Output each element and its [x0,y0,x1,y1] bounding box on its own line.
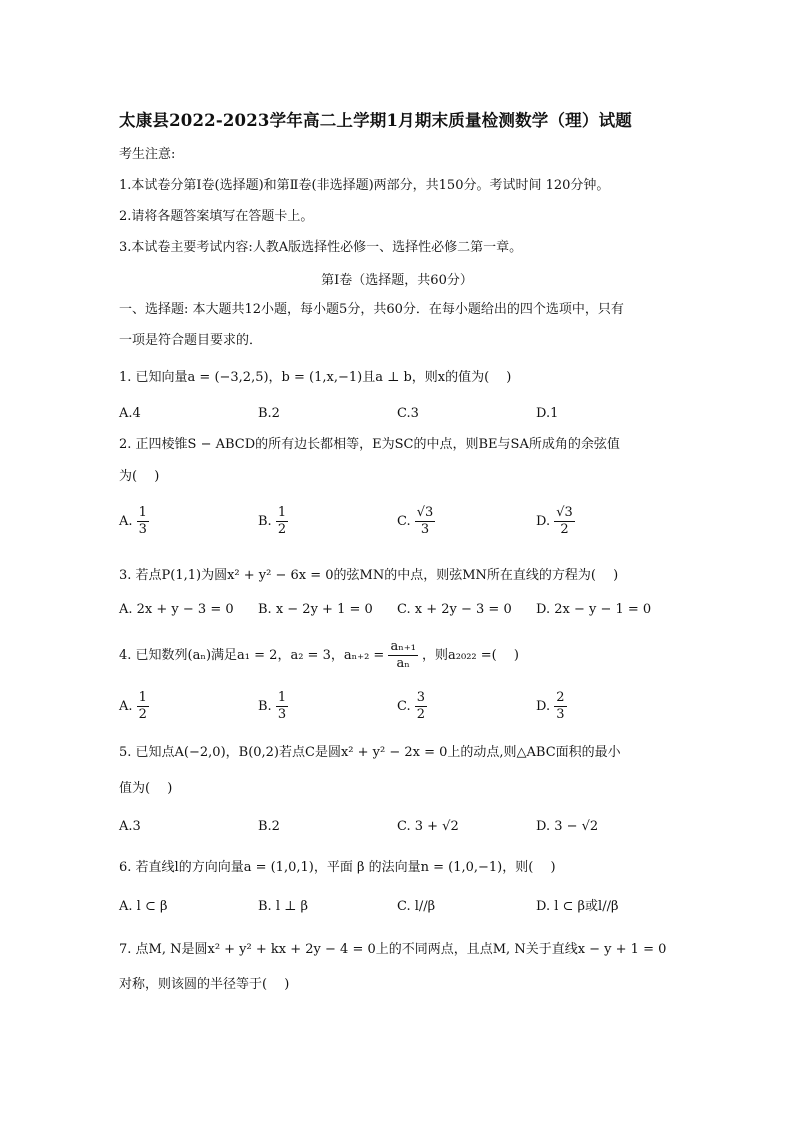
part1-intro-line2: 一项是符合题目要求的． [119,333,263,348]
q4-option-d-fraction [554,690,566,723]
q4-d-num: 2 [556,690,565,705]
q2-c-num: √3 [416,505,434,520]
notice-item-1: 1.本试卷分第Ⅰ卷(选择题)和第Ⅱ卷(非选择题)两部分，共150分。考试时间 120分钟。 [119,178,610,193]
q1-option-c: C.3 [397,406,419,421]
q4-frac-den: aₙ [396,656,410,671]
q4-option-c-fraction [415,690,427,723]
q2-a-num: 1 [138,505,147,520]
q4-b-num: 1 [277,690,287,705]
q6-option-c: C. l//β [397,899,436,914]
question-1-stem: 1. 已知向量a = (−3,2,5)，b = (1,x,−1)且a ⊥ b，则x的值为( ) [119,370,512,385]
q4-option-c [397,690,427,723]
question-2-stem-line1: 2. 正四棱锥S − ABCD的所有边长都相等，E为SC的中点，则BE与SA所成角的余弦值 [119,437,620,452]
q3-option-d: D. 2x − y − 1 = 0 [536,602,652,617]
q3-option-b: B. x − 2y + 1 = 0 [258,602,373,617]
q2-d-num: √3 [556,505,573,520]
q4-stem-part-b: ，则a₂₀₂₂ =( ) [422,648,519,663]
q2-option-a [119,505,149,538]
q4-c-num: 3 [416,690,426,705]
q2-option-c-fraction [415,505,436,538]
q2-option-d-label: D. [536,514,551,529]
q1-option-a: A.4 [119,406,141,421]
q4-option-c-label: C. [397,699,411,714]
q2-d-den: 2 [560,522,569,537]
q4-option-b [258,690,288,723]
q3-option-c: C. x + 2y − 3 = 0 [397,602,512,617]
q4-option-a-label: A. [119,699,133,714]
q4-option-d [536,690,567,723]
q2-b-num: 1 [277,505,287,520]
notice-item-3: 3.本试卷主要考试内容:人教A版选择性必修一、选择性必修二第一章。 [119,240,523,255]
q2-option-d-fraction [554,505,575,538]
question-4-stem [119,638,519,674]
q2-option-b [258,505,288,538]
q4-option-b-fraction [276,690,288,723]
q6-option-d: D. l ⊂ β或l//β [536,899,619,914]
q2-b-den: 2 [277,522,287,537]
question-5-stem-line1: 5. 已知点A(−2,0)，B(0,2)若点C是圆x² + y² − 2x = 0上的动点,则△ABC面积的最小 [119,745,621,760]
q4-option-d-label: D. [536,699,551,714]
q1-option-b: B.2 [258,406,280,421]
section-title: 第Ⅰ卷（选择题，共60分） [321,273,473,288]
q6-option-b: B. l ⊥ β [258,899,308,914]
q1-option-d: D.1 [536,406,559,421]
q4-a-num: 1 [138,690,147,705]
q4-option-a-fraction [137,690,149,723]
q2-option-c-label: C. [397,514,411,529]
q5-option-d: D. 3 − √2 [536,819,599,834]
q5-option-b: B.2 [258,819,280,834]
q4-option-b-label: B. [258,699,272,714]
q2-option-c [397,505,435,538]
q2-option-a-fraction [137,505,149,538]
q4-b-den: 3 [277,707,287,722]
q6-option-a: A. l ⊂ β [119,899,168,914]
q5-option-c: C. 3 + √2 [397,819,459,834]
exam-title: 太康县2022-2023学年高二上学期1月期末质量检测数学（理）试题 [119,111,632,130]
notice-item-2: 2.请将各题答案填写在答题卡上。 [119,209,314,224]
q2-option-a-label: A. [119,514,133,529]
q4-option-a [119,690,149,723]
q2-c-den: 3 [420,522,430,537]
q5-option-a: A.3 [119,819,141,834]
question-5-stem-line2: 值为( ) [119,781,173,796]
q4-d-den: 3 [556,707,565,722]
q4-a-den: 2 [138,707,147,722]
q4-c-den: 2 [416,707,426,722]
q4-frac-num: aₙ₊₁ [390,639,416,654]
question-6-stem: 6. 若直线l的方向向量a = (1,0,1)，平面 β 的法向量n = (1,0,−1)，则( ) [119,860,556,875]
q2-option-b-fraction [276,505,288,538]
question-2-stem-line2: 为( ) [119,469,160,484]
q4-stem-part-a: 4. 已知数列(aₙ)满足a₁ = 2，a₂ = 3，aₙ₊₂ = [119,648,385,663]
notice-heading: 考生注意: [119,147,176,162]
question-7-stem-line2: 对称，则该圆的半径等于( ) [119,977,290,992]
q3-option-a: A. 2x + y − 3 = 0 [119,602,234,617]
q4-recurrence-fraction [388,639,417,672]
q2-option-b-label: B. [258,514,272,529]
q2-a-den: 3 [138,522,147,537]
question-3-stem: 3. 若点P(1,1)为圆x² + y² − 6x = 0的弦MN的中点，则弦MN所在直线的方程为( ) [119,568,619,583]
q2-option-d [536,505,575,538]
part1-intro-line1: 一、选择题: 本大题共12小题，每小题5分，共60分．在每小题给出的四个选项中，只有 [119,302,624,317]
question-7-stem-line1: 7. 点M, N是圆x² + y² + kx + 2y − 4 = 0上的不同两点，且点M, N关于直线x − y + 1 = 0 [119,942,667,957]
